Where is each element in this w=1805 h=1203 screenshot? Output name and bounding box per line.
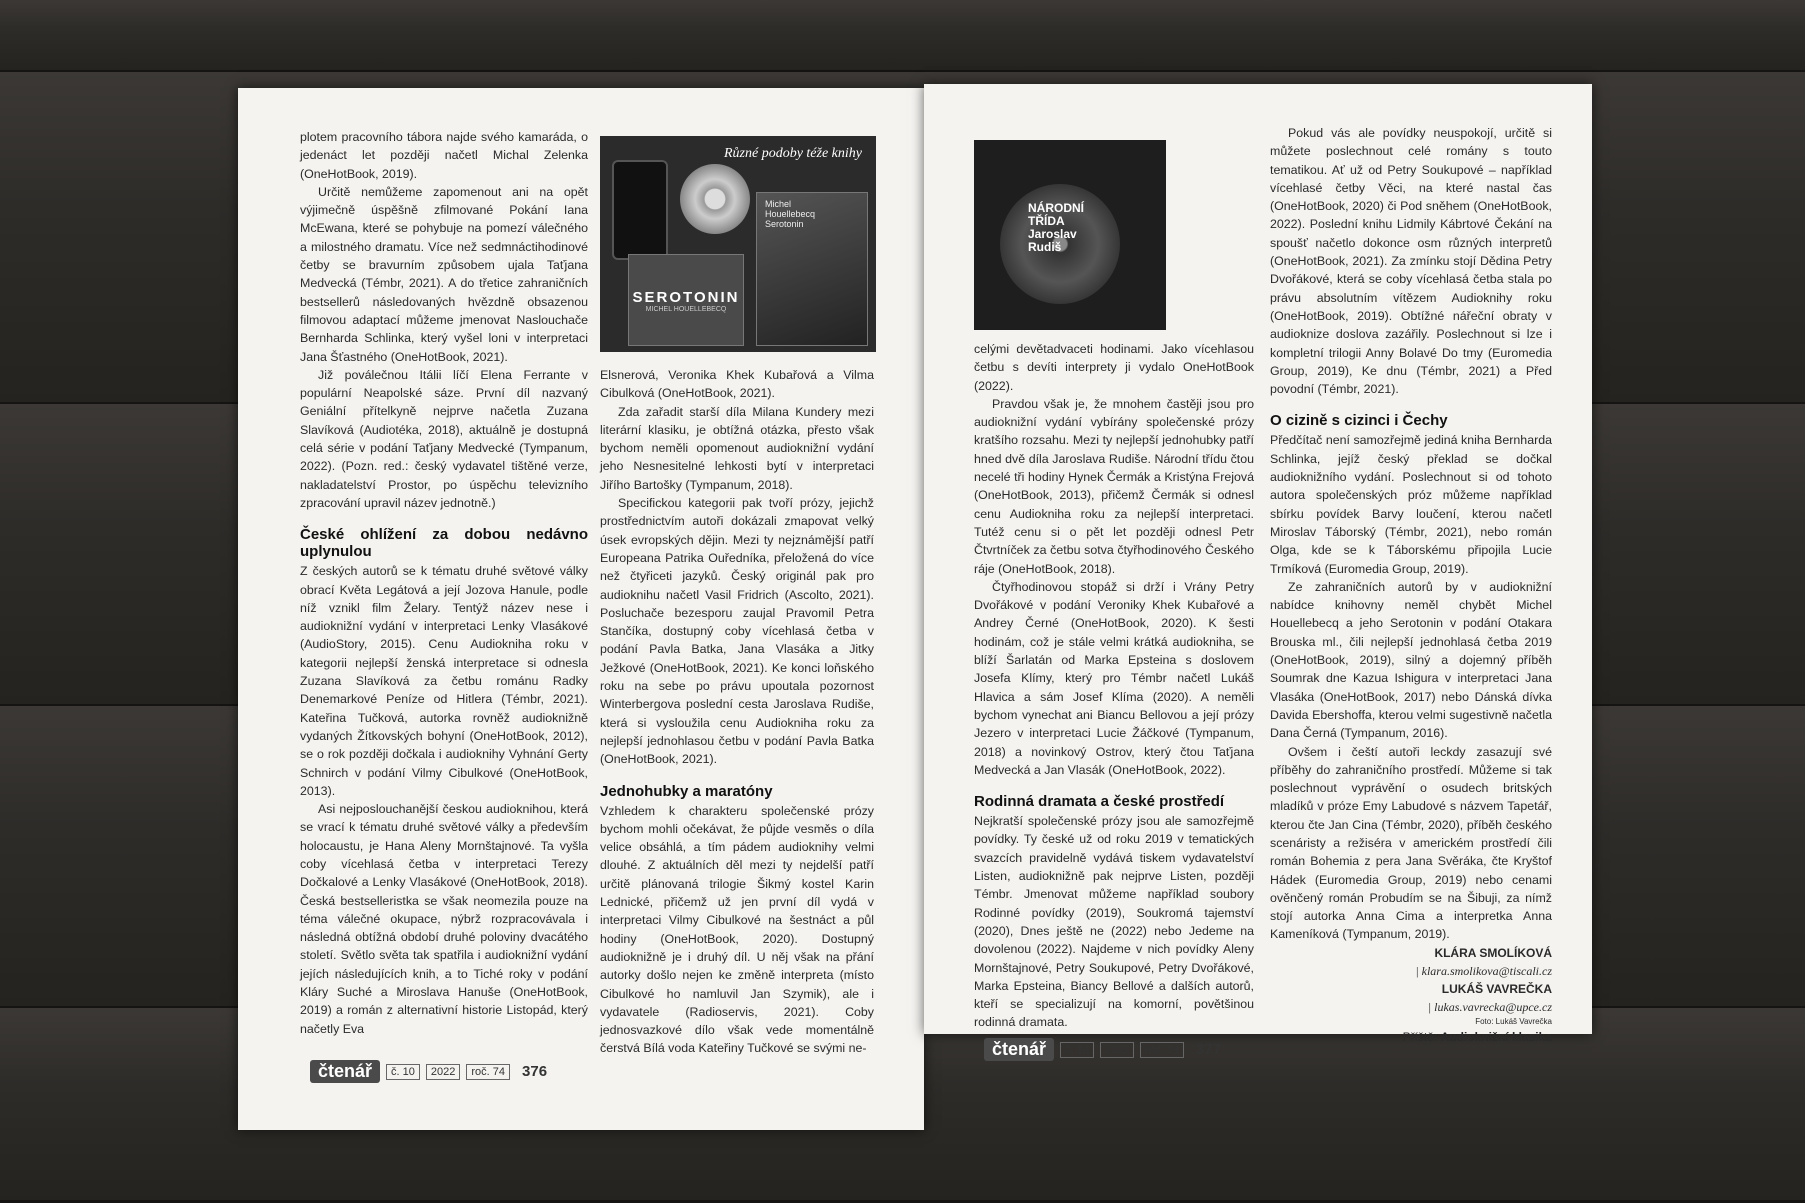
paragraph: Elsnerová, Veronika Khek Kubařová a Vilma Cibulková (OneHotBook, 2021). xyxy=(600,368,874,401)
page-footer xyxy=(984,1038,1221,1061)
paragraph: Již poválečnou Itálii líčí Elena Ferrante v populární Neapolské sáze. První díl nazvaný Geniální přítelkyně nejprve načetla Zuzana Slavíková (Audiotéka, 2018), aktuálně je dostupná celá série v podání Taťjany Medvecké (Tympanum, 2022). (Pozn. red.: český vydavatel tištěné verze, nakladatelství Prostor, po úspěchu televizního zpracování upravil název jednotně.) xyxy=(300,367,588,510)
paragraph: Z českých autorů se k tématu druhé světové války obrací Květa Legátová a její Jozova Hanule, podle níž vznikl film Želary. Tentýž název nese i audioknižní vydání v interpretaci Lenky Vlasákové (AudioStory, 2015). Cenu Audiokniha roku v kategorii nejlepší ženská interpretace si odnesla Zuzana Slavíková za četbu románu Radky Denemarkové Peníze od Hitlera (Témbr, 2021). Kateřina Tučková, autorka rovněž audioknižně vydaných Žítkovských bohyní (OneHotBook, 2012), se o rok později dočkala i audioknihy Vyhnání Gerty Schnirch v podání Vilmy Cibulkové (OneHotBook, 2013). xyxy=(300,564,588,798)
section-heading: Jednohubky a maratóny xyxy=(600,782,773,800)
cd-icon xyxy=(1000,184,1120,304)
issue-year: 2022 xyxy=(1100,1042,1134,1058)
cd-photo xyxy=(974,140,1166,330)
book-formats-photo xyxy=(600,136,876,352)
book-cover-2 xyxy=(756,192,868,346)
issue-volume: roč. 74 xyxy=(1140,1042,1184,1058)
next-label: Příště: xyxy=(1402,1029,1438,1044)
magazine-logo: čtenář xyxy=(984,1038,1054,1061)
left-page xyxy=(238,88,924,1130)
paragraph: Specifickou kategorii pak tvoří prózy, jejichž prostřednictvím autoři dokázali zmapovat velký úsek evropských dějin. Mezi ty nejznámější patří Europeana Patrika Ouředníka, přeložená do více než čtyřiceti jazyků. Český originál pak pro audioknihu načetl Vasil Fridrich (Ascolto, 2021). Posluchače bezesporu zaujal Pravomil Petra Stančíka, dostupný coby vícehlasá četba v podání Pavla Batka, Jana Vlasáka a Jitky Ježkové (OneHotBook, 2021). Ke konci loňského roku na sebe po právu upoutala pozornost Winterbergova poslední cesta Jaroslava Rudiše, která si vysloužila cenu Audiokniha roku za nejlepší jednohlasou četbu v podání Pavla Batka (OneHotBook, 2021). xyxy=(600,496,874,767)
book-cover xyxy=(628,254,744,346)
left-column-2 xyxy=(600,366,874,1058)
book-author: MICHEL HOUELLEBECQ xyxy=(645,306,727,313)
author-email: | lukas.vavrecka@upce.cz xyxy=(1427,999,1552,1014)
next-title: Audioknižní klasika xyxy=(1440,1029,1552,1044)
paragraph: Čtyřhodinovou stopáž si drží i Vrány Petry Dvořákové v podání Veroniky Khek Kubařové a Andrey Černé (OneHotBook, 2020). K šesti hodinám, což je stále velmi krátká audiokniha, se blíží Šarlatán od Marka Epsteina s doslovem Josefa Klímy, který pro Témbr načetl Lukáš Hlavica a sám Josef Klíma (2020). A neměli bychom vynechat ani Biancu Bellovou a její prózy Jezero v interpretaci Lucie Žáčkové (Tympanum, 2018) a novinkový Ostrov, který čtou Taťjana Medvecká a Jan Vlasák (OneHotBook, 2022). xyxy=(974,579,1254,777)
book-title: Michel Houellebecq Serotonin xyxy=(765,199,816,229)
paragraph: Ovšem i čeští autoři leckdy zasazují své příběhy do zahraničního prostředí. Můžeme si tak poslechnout vyprávění o osudech britských mladíků v próze Emy Labudové s názvem Tapetář, kterou čte Jan Cina (Témbr, 2020), příběh českého scenáristy a režiséra v americkém prostředí čili román Bohemia z pera Jana Svěráka, čte Kryštof Hádek (Euromedia Group, 2019) nebo cenami ověnčený román Probudím se na Šibuji, za nímž stojí autorka Anna Cima a interpretka Anna Kameníková (Tympanum, 2019). xyxy=(1270,744,1552,942)
section-heading: O cizině s cizinci i Čechy xyxy=(1270,412,1448,430)
cd-title: NÁRODNÍ TŘÍDA Jaroslav Rudiš xyxy=(1028,201,1084,254)
photo-credit: Foto: Lukáš Vavrečka xyxy=(1475,1016,1552,1026)
signature-block xyxy=(1270,944,1552,1046)
paragraph: Pokud vás ale povídky neuspokojí, určitě si můžete poslechnout celé romány s touto tematikou. Ať už od Petry Soukupové – například vícehlasé četby Věci, na které nastal čas (OneHotBook, 2020) či Pod sněhem (OneHotBook, 2022). Poslední knihu Lidmily Kábrtové Čekání na spoušť načetlo dokonce osm různých interpretů (OneHotBook, 2021). Za zmínku stojí Dědina Petry Dvořákové, která se coby vícehlasá četba stala po právu absolutním vítězem Audioknihy roku (OneHotBook, 2019). Obtížné nářeční obraty v audioknize doslova zazářily. Poslechnout si lze i kompletní trilogii Anny Bolavé Do tmy (Euromedia Group, 2019), Ke dnu (Témbr, 2021) a Před povodní (Témbr, 2021). xyxy=(1270,126,1552,397)
cd-icon xyxy=(680,164,750,234)
book-title: SEROTONIN xyxy=(632,289,740,306)
photo-caption: Různé podoby téže knihy xyxy=(723,146,862,161)
page-number: 377 xyxy=(1196,1041,1222,1058)
magazine-logo: čtenář xyxy=(310,1060,380,1083)
paragraph: Zda zařadit starší díla Milana Kundery mezi literární klasiku, je obtížná otázka, přesto však bychom neměli opomenout audioknižní vydání jeho Nesnesitelné lehkosti bytí v interpretaci Jiřího Bartošky (Tympanum, 2018). xyxy=(600,404,874,492)
section-heading: Rodinná dramata a české prostředí xyxy=(974,793,1225,811)
wood-plank xyxy=(0,0,1805,73)
right-column-2 xyxy=(1270,124,1552,1046)
author-name: KLÁRA SMOLÍKOVÁ xyxy=(1434,945,1552,960)
paragraph: Nejkratší společenské prózy jsou ale samozřejmě povídky. Ty české už od roku 2019 v tematických svazcích pravidelně vydává tiskem vydavatelství Listen, audioknižně pak nejprve Listen, později Témbr. Jmenovat můžeme například soubory Rodinné povídky (2019), Soukromá tajemství (2020), Dnes ještě ne (2022) nebo Jedeme na dovolenou (2022). Najdeme v nich povídky Aleny Mornštajnové, Petry Soukupové, Petry Dvořákové, Marka Epsteina, Biancy Bellové a dalších autorů, kteří se specializují na komorní, povětšinou rodinná dramata. xyxy=(974,814,1254,1030)
right-column-1 xyxy=(974,340,1254,1032)
phone-icon xyxy=(612,160,668,260)
issue-number: č. 10 xyxy=(386,1064,420,1080)
paragraph: celými devětadvaceti hodinami. Jako vícehlasou četbu s devíti interprety ji vydalo OneHotBook (2022). xyxy=(974,342,1254,393)
paragraph: Pravdou však je, že mnohem častěji jsou pro audioknižní vydání vybírány společenské prózy kratšího rozsahu. Mezi ty nejlepší jednohubky patří hned dvě díla Jaroslava Rudiše. Národní třídu čtou necelé tři hodiny Hynek Čermák a Kristýna Frejová (OneHotBook, 2013), přičemž Čermák si odnesl cenu Audiokniha roku za nejlepší interpretaci. Tutéž cenu si o pět let později odnesl Petr Čtvrtníček za četbu sotva čtyřhodinového Českého ráje (OneHotBook, 2018). xyxy=(974,396,1254,576)
page-number: 376 xyxy=(522,1063,548,1080)
paragraph: Vzhledem k charakteru společenské prózy bychom mohli očekávat, že půjde vesměs o díla velice obsáhlá, a tím pádem audioknihy velmi dlouhé. Z aktuálních děl mezi ty nejdelší patří určitě plánovaná trilogie Šikmý kostel Karin Lednické, přičemž už jen první díl vydá v interpretaci Vilmy Cibulkové na šestnáct a půl hodiny (OneHotBook, 2020). Dostupný audioknižně je i druhý díl. U něj však na přání autorky došlo nejen ke změně interpreta (místo Cibulkové ho namluvil Jan Szymik), ale i vydavatele (Radioservis, 2021). Coby jednosvazkové dílo však vede momentálně čerstvá Bílá voda Kateřiny Tučkové se svými ne- xyxy=(600,803,874,1056)
right-page xyxy=(924,84,1592,1059)
paragraph: Předčítač není samozřejmě jediná kniha Bernharda Schlinka, jejíž český překlad se dočkal audioknižního vydání. Poslechnout si od tohoto autora společenských próz můžeme například sbírku povídek Barvy loučení, kterou načetl Miroslav Táborský (Témbr, 2021), nebo román Olga, kde se k Táborskému připojila Lucie Trmíková (Euromedia Group, 2019). xyxy=(1270,433,1552,576)
paragraph: Ze zahraničních autorů by v audioknižní nabídce knihovny neměl chybět Michel Houellebecq a jeho Serotonin v podání Otakara Brouska ml., čili nejlepší jednohlasá četba 2019 (OneHotBook, 2019), silný a dojemný příběh Soumrak dne Kazua Ishigura v interpretaci Jana Vlasáka (OneHotBook, 2017) nebo Dánská dívka Davida Ebershoffa, kterou velmi sugestivně načetla Dana Černá (Tympanum, 2016). xyxy=(1270,579,1552,741)
issue-volume: roč. 74 xyxy=(466,1064,510,1080)
section-heading: České ohlížení za dobou nedávno uplynulou xyxy=(300,526,588,561)
issue-year: 2022 xyxy=(426,1064,460,1080)
page-footer xyxy=(310,1060,547,1083)
author-email: | klara.smolikova@tiscali.cz xyxy=(1415,963,1552,978)
left-column-1 xyxy=(300,128,588,1038)
paragraph: plotem pracovního tábora najde svého kamaráda, o jedenáct let později načetl Michal Zelenka (OneHotBook, 2019). xyxy=(300,130,588,181)
paragraph: Asi nejposlouchanější českou audioknihou, která se vrací k tématu druhé světové války a především holocaustu, je Hana Aleny Mornštajnové. Ta vyšla coby vícehlasá četba v interpretaci Terezy Dočkalové a Lenky Vlasákové (OneHotBook, 2018). Česká bestselleristka se však neomezila pouze na téma válečné okupace, nýbrž rozpracovávala i následná obtížná období druhé poloviny dvacátého století. Světlo světa tak spatřila i audioknižní vydání jejích následujících knih, a to Tiché roky v podání Kláry Suché a Miroslava Hanuše (OneHotBook, 2019) a román z alternativní historie Listopád, který načetly Eva xyxy=(300,802,588,1036)
issue-number: č. 10 xyxy=(1060,1042,1094,1058)
author-name: LUKÁŠ VAVREČKA xyxy=(1441,981,1552,996)
paragraph: Určitě nemůžeme zapomenout ani na opět výjimečně úspěšně zfilmované Pokání Iana McEwana, které se pohybuje na pomezí válečného a milostného dramatu. Více než sedmnáctihodinové četby se bravurním způsobem ujala Taťjana Medvecká (Témbr, 2021). A do třetice zahraničních bestsellerů následovaných hvězdně obsazenou filmovou adaptací můžeme jmenovat Naslouchače Bernharda Schlinka, který vyšel loni v interpretaci Jana Šťastného (OneHotBook, 2021). xyxy=(300,184,588,364)
